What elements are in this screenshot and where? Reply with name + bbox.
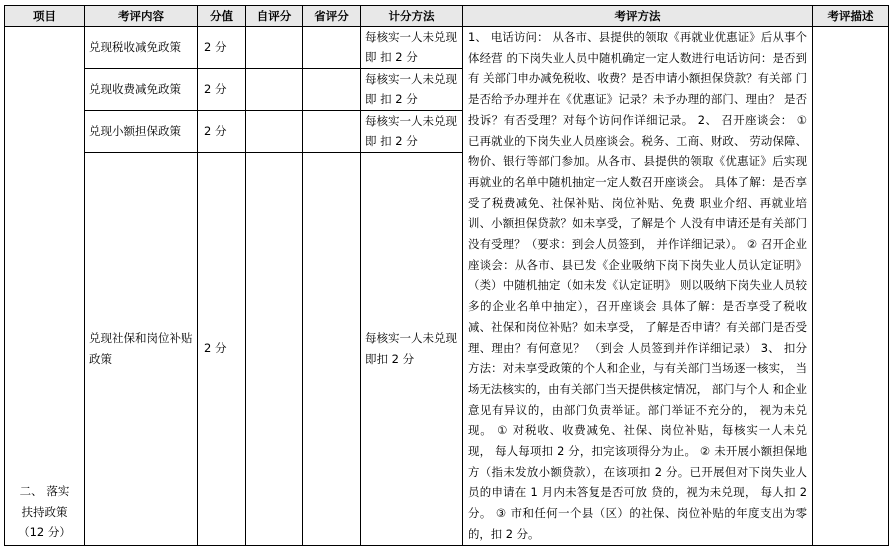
item-line: 二、 落实	[19, 484, 70, 499]
score-cell: 2 分	[198, 110, 246, 152]
self-eval-cell[interactable]	[246, 110, 303, 152]
scoring-cell: 每核实一人未兑现即 扣 2 分	[361, 110, 463, 152]
header-method: 考评方法	[463, 6, 813, 27]
header-item: 项目	[5, 6, 85, 27]
description-cell[interactable]	[813, 27, 889, 546]
header-row	[5, 6, 889, 27]
score-cell: 2 分	[198, 152, 246, 545]
table-row	[5, 27, 889, 69]
scoring-cell: 每核实一人未兑现即扣 2 分	[361, 152, 463, 545]
content-cell: 兑现社保和岗位补贴政策	[85, 152, 198, 545]
method-cell: 1、 电话访问： 从各市、县提供的领取《再就业优惠证》后从事个体经营 的下岗失业人员中随机确定一定人数进行电话访问：是否到有 关部门申办减免税收、收费？是否申请小额担保贷款？有关部 门是否给予办理并在《优惠证》记录？未予办理的部门、理由？ 是否投诉？有否受理？对每个访问作详细记录。 2、 召开座谈会： ① 已再就业的下岗失业人员座谈会。税务、工商、财政、 劳动保障、物价、银行等部门参加。从各市、县提供的领取《优惠证》后实现再就业的名单中随机抽定一定人数召开座谈会。 具体了解：是否享受了税费减免、社保补贴、岗位补贴、免费 职业介绍、再就业培训、小额担保贷款？如未享受，了解是个 人没有申请还是有关部门没有受理？（要求：到会人员签到， 并作详细记录）。 ② 召开企业座谈会：从各市、县已发《企业吸纳下岗下岗失业人员认定证明》（类）中随机抽定（如未发《认定证明》 则以吸纳下岗失业人员较多的企业名单中抽定），召开座谈会 具体了解：是否享受了税收减、社保和岗位补贴？如未享受， 了解是否申请？有关部门是否受理、理由？有何意见？ （到会 人员签到并作详细记录） 3、 扣分方法：对未享受政策的个人和企业，与有关部门当场逐一核实， 当场无法核实的，由有关部门当天提供核定情况， 部门与个人 和企业意见有异议的，由部门负责举证。部门举证不充分的， 视为未兑现。 ① 对税收、收费减免、社保、岗位补贴，每核实一人未兑 现， 每人每项扣 2 分，扣完该项得分为止。 ② 未开展小额担保地方（指未发放小额贷款），在该项扣 2 分。已开展但对下岗失业人员的申请在 1 月内未答复是否可放 贷的，视为未兑现， 每人扣 2 分。 ③ 市和任何一个县（区）的社保、岗位补贴的年度支出为零的，扣 2 分。	[463, 27, 813, 546]
province-eval-cell[interactable]	[303, 110, 361, 152]
province-eval-cell[interactable]	[303, 27, 361, 69]
province-eval-cell[interactable]	[303, 152, 361, 545]
item-cell	[5, 27, 85, 546]
content-cell: 兑现小额担保政策	[85, 110, 198, 152]
scoring-cell: 每核实一人未兑现即 扣 2 分	[361, 27, 463, 69]
self-eval-cell[interactable]	[246, 152, 303, 545]
header-score: 分值	[198, 6, 246, 27]
header-scoring: 计分方法	[361, 6, 463, 27]
score-cell: 2 分	[198, 27, 246, 69]
item-line: 扶持政策	[21, 504, 68, 519]
self-eval-cell[interactable]	[246, 27, 303, 69]
scoring-cell: 每核实一人未兑现即 扣 2 分	[361, 68, 463, 110]
header-self-eval: 自评分	[246, 6, 303, 27]
self-eval-cell[interactable]	[246, 68, 303, 110]
header-content: 考评内容	[85, 6, 198, 27]
content-cell: 兑现收费减免政策	[85, 68, 198, 110]
header-province-eval: 省评分	[303, 6, 361, 27]
item-line: （12 分）	[18, 525, 71, 540]
score-cell: 2 分	[198, 68, 246, 110]
content-cell: 兑现税收减免政策	[85, 27, 198, 69]
province-eval-cell[interactable]	[303, 68, 361, 110]
header-description: 考评描述	[813, 6, 889, 27]
evaluation-table	[4, 5, 889, 546]
